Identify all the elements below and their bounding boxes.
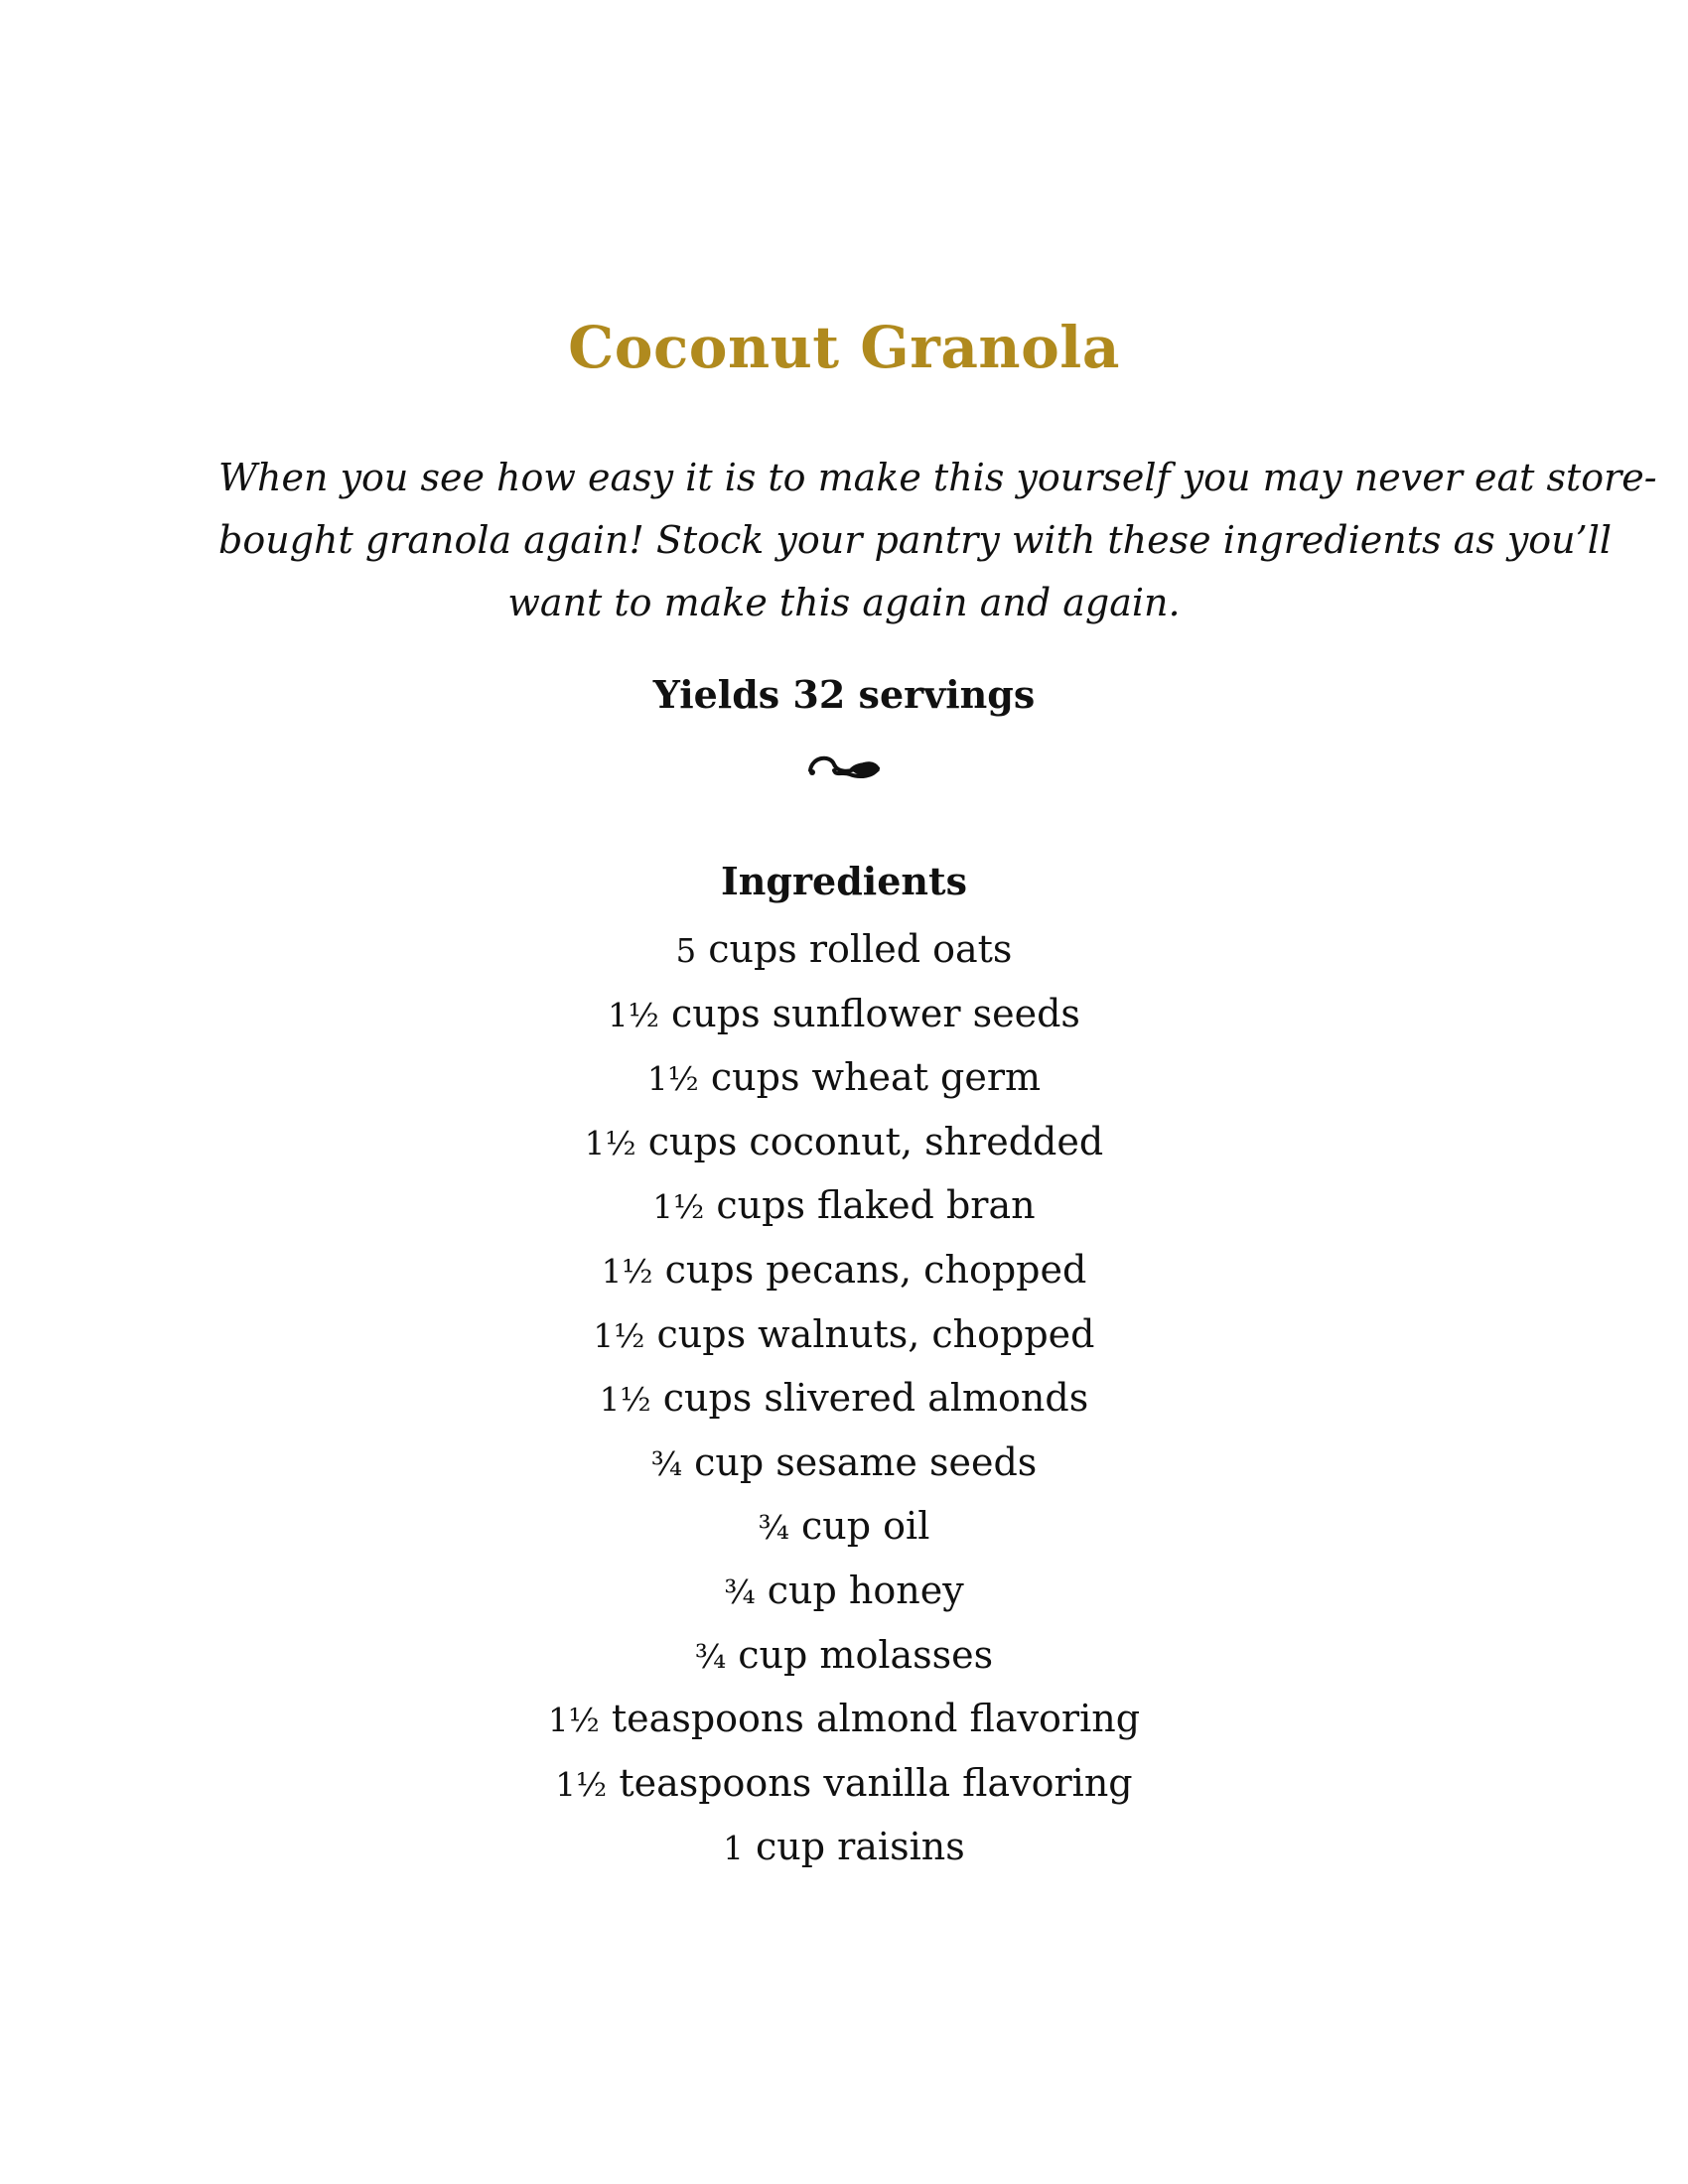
ingredient-quantity: ¾ (650, 1444, 682, 1483)
ingredient-text: teaspoons almond flavoring (611, 1697, 1141, 1741)
ingredient-item (0, 1624, 1688, 1689)
ingredient-text: cup sesame seeds (694, 1439, 1038, 1484)
ingredient-quantity: 5 (675, 932, 697, 970)
ingredient-item (0, 1367, 1688, 1432)
ingredient-quantity: 1½ (601, 1252, 653, 1291)
ingredient-item (0, 1174, 1688, 1239)
ingredient-text: cups sunflower seeds (671, 991, 1080, 1035)
ingredient-quantity: ¾ (758, 1509, 789, 1548)
ingredient-item (0, 1560, 1688, 1624)
ingredient-quantity: 1½ (608, 996, 659, 1034)
ingredient-text: cups pecans, chopped (664, 1247, 1087, 1292)
ingredient-text: cup raisins (755, 1825, 965, 1869)
ingredient-text: cups walnuts, chopped (656, 1311, 1095, 1356)
ingredient-quantity: 1½ (652, 1188, 705, 1227)
recipe-intro (218, 447, 1657, 634)
ingredients-heading: Ingredients (721, 859, 967, 903)
ingredient-text: cups flaked bran (716, 1183, 1036, 1228)
ingredient-item (0, 1495, 1688, 1560)
ingredient-item (0, 1816, 1688, 1880)
ingredient-quantity: 1½ (547, 1702, 600, 1740)
ingredient-text: cup molasses (738, 1632, 994, 1677)
ingredient-text: cups wheat germ (710, 1055, 1042, 1100)
ingredient-item (0, 983, 1688, 1047)
swash-ornament-icon (804, 747, 884, 786)
ingredient-quantity: 1½ (599, 1381, 651, 1420)
ingredient-text: cups slivered almonds (662, 1376, 1089, 1421)
yield-text: Yields 32 servings (652, 672, 1036, 717)
ingredient-item (0, 1432, 1688, 1496)
ingredient-quantity: 1½ (555, 1765, 608, 1804)
ingredient-item (0, 918, 1688, 983)
ingredient-item (0, 1046, 1688, 1111)
ingredient-text: cup honey (767, 1568, 964, 1612)
intro-line: bought granola again! Stock your pantry with these ingredients as you’ll (218, 518, 1613, 562)
ingredient-item (0, 1752, 1688, 1817)
ingredient-quantity: ¾ (724, 1572, 756, 1611)
intro-line: When you see how easy it is to make this yourself you may never eat store- (218, 456, 1657, 499)
ingredient-quantity: ¾ (694, 1637, 727, 1676)
ingredient-text: teaspoons vanilla flavoring (619, 1760, 1133, 1805)
ingredients-list (0, 918, 1688, 1880)
ingredient-item (0, 1111, 1688, 1175)
ingredient-item (0, 1688, 1688, 1752)
ingredient-quantity: 1½ (584, 1124, 636, 1162)
ingredient-text: cups coconut, shredded (647, 1119, 1104, 1163)
intro-line: want to make this again and again. (507, 581, 1181, 624)
ingredient-item (0, 1303, 1688, 1368)
recipe-title: Coconut Granola (568, 314, 1120, 381)
ingredient-quantity: 1 (723, 1830, 744, 1868)
ingredient-item (0, 1239, 1688, 1303)
ingredient-text: cups rolled oats (708, 927, 1013, 971)
ingredient-text: cup oil (801, 1504, 930, 1549)
ingredient-quantity: 1½ (646, 1060, 699, 1099)
ingredient-quantity: 1½ (593, 1316, 645, 1355)
